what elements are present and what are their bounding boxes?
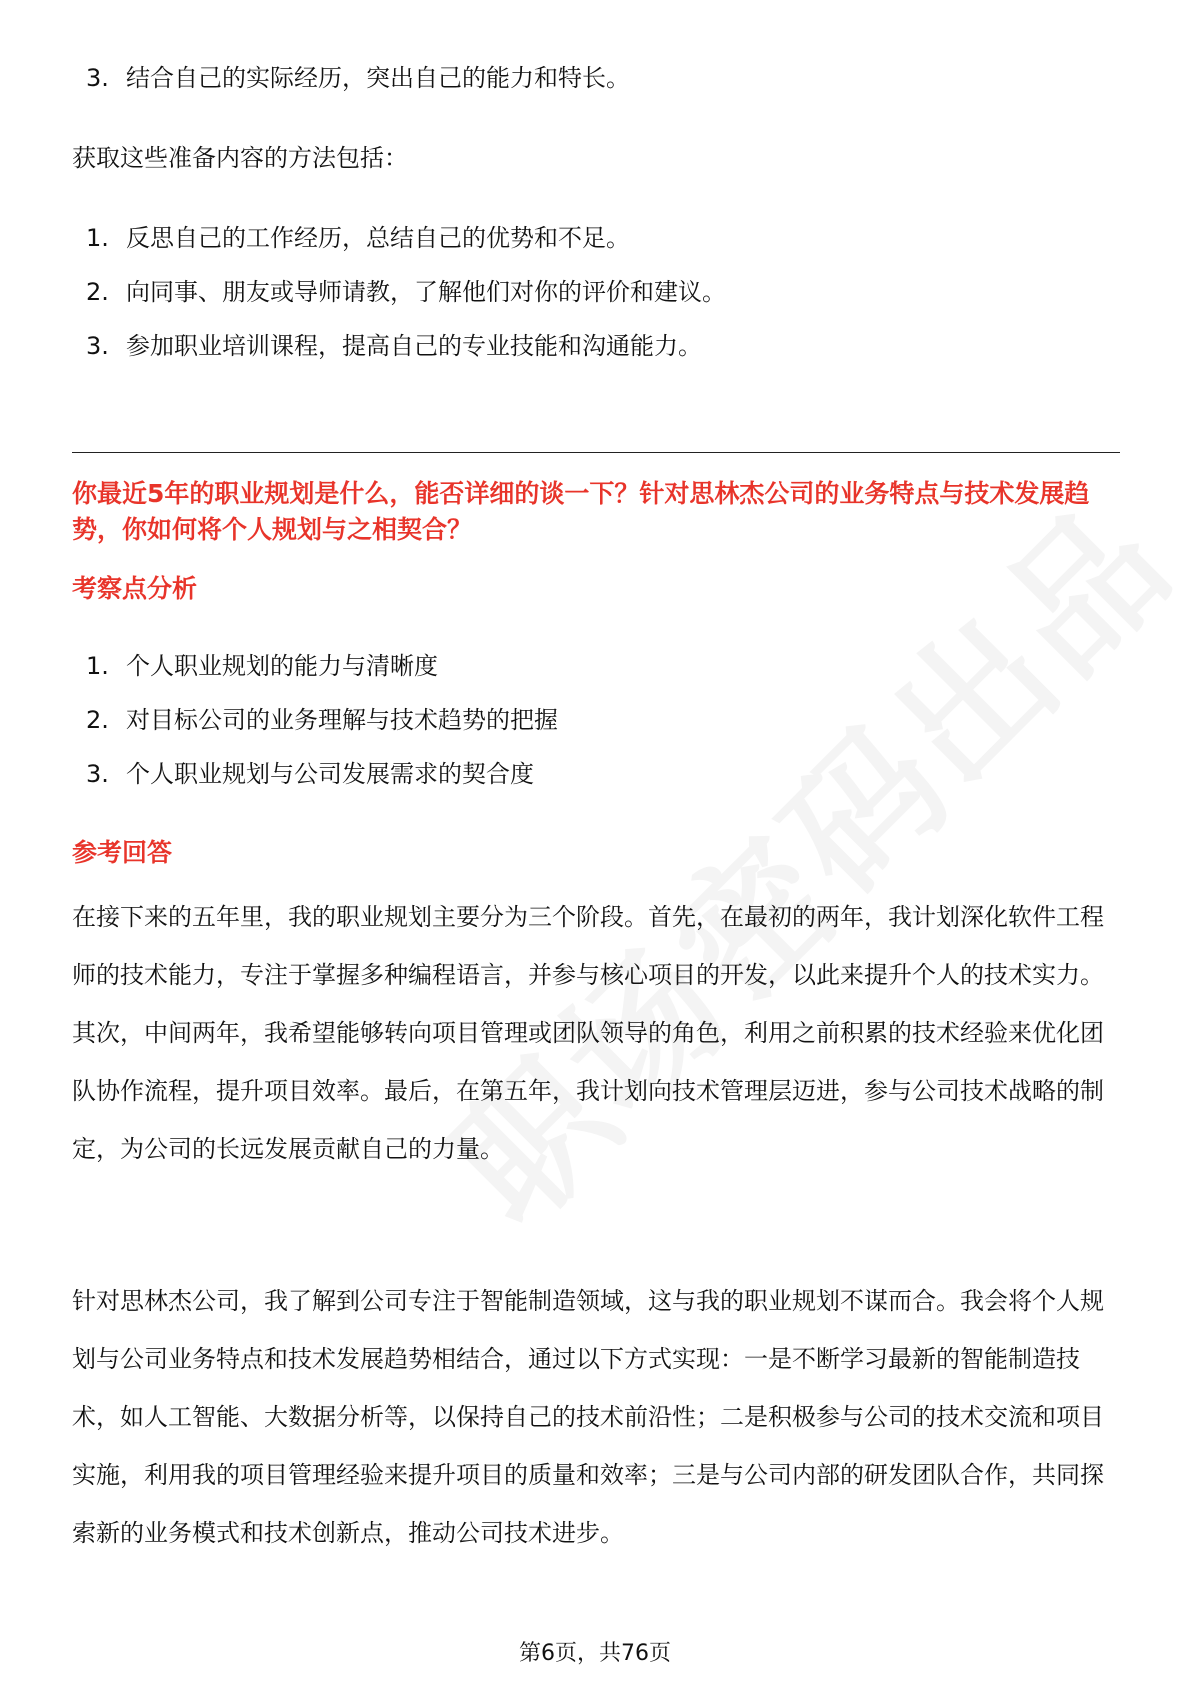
list-item-number: 3.	[86, 760, 109, 788]
list-item-text: 反思自己的工作经历，总结自己的优势和不足。	[126, 224, 630, 252]
list-item	[72, 758, 558, 790]
interview-question: 你最近5年的职业规划是什么，能否详细的谈一下？针对思林杰公司的业务特点与技术发展趋势，你如何将个人规划与之相契合？	[72, 479, 1090, 544]
list-item-number: 2.	[86, 278, 109, 306]
list-item-number: 1.	[86, 652, 109, 680]
list-item	[72, 222, 726, 254]
list-item-text: 对目标公司的业务理解与技术趋势的把握	[126, 706, 558, 734]
list-item	[72, 276, 726, 308]
answer-heading: 参考回答	[72, 838, 173, 867]
list-item-text: 参加职业培训课程，提高自己的专业技能和沟通能力。	[126, 332, 702, 360]
list-item-number: 3.	[86, 332, 109, 360]
list-item	[72, 650, 558, 682]
list-item	[72, 704, 558, 736]
list-item-text: 结合自己的实际经历，突出自己的能力和特长。	[126, 64, 630, 92]
methods-list	[72, 222, 726, 362]
methods-intro: 获取这些准备内容的方法包括：	[72, 144, 408, 172]
list-item-text: 个人职业规划的能力与清晰度	[126, 652, 438, 680]
preparation-list-tail	[72, 62, 630, 94]
list-item-text: 个人职业规划与公司发展需求的契合度	[126, 760, 534, 788]
list-item-number: 1.	[86, 224, 109, 252]
analysis-heading: 考察点分析	[72, 574, 198, 603]
list-item-number: 2.	[86, 706, 109, 734]
section-divider	[72, 452, 1120, 453]
list-item-number: 3.	[86, 64, 109, 92]
answer-paragraph: 针对思林杰公司，我了解到公司专注于智能制造领域，这与我的职业规划不谋而合。我会将个人规划与公司业务特点和技术发展趋势相结合，通过以下方式实现：一是不断学习最新的智能制造技术，如人工智能、大数据分析等，以保持自己的技术前沿性；二是积极参与公司的技术交流和项目实施，利用我的项目管理经验来提升项目的质量和效率；三是与公司内部的研发团队合作，共同探索新的业务模式和技术创新点，推动公司技术进步。	[72, 1287, 1104, 1547]
analysis-list	[72, 650, 558, 790]
list-item-text: 向同事、朋友或导师请教，了解他们对你的评价和建议。	[126, 278, 726, 306]
list-item	[72, 62, 630, 94]
page-number-footer: 第6页，共76页	[519, 1641, 671, 1666]
answer-paragraph: 在接下来的五年里，我的职业规划主要分为三个阶段。首先，在最初的两年，我计划深化软件工程师的技术能力，专注于掌握多种编程语言，并参与核心项目的开发，以此来提升个人的技术实力。其次，中间两年，我希望能够转向项目管理或团队领导的角色，利用之前积累的技术经验来优化团队协作流程，提升项目效率。最后，在第五年，我计划向技术管理层迈进，参与公司技术战略的制定，为公司的长远发展贡献自己的力量。	[72, 903, 1104, 1163]
list-item	[72, 330, 726, 362]
